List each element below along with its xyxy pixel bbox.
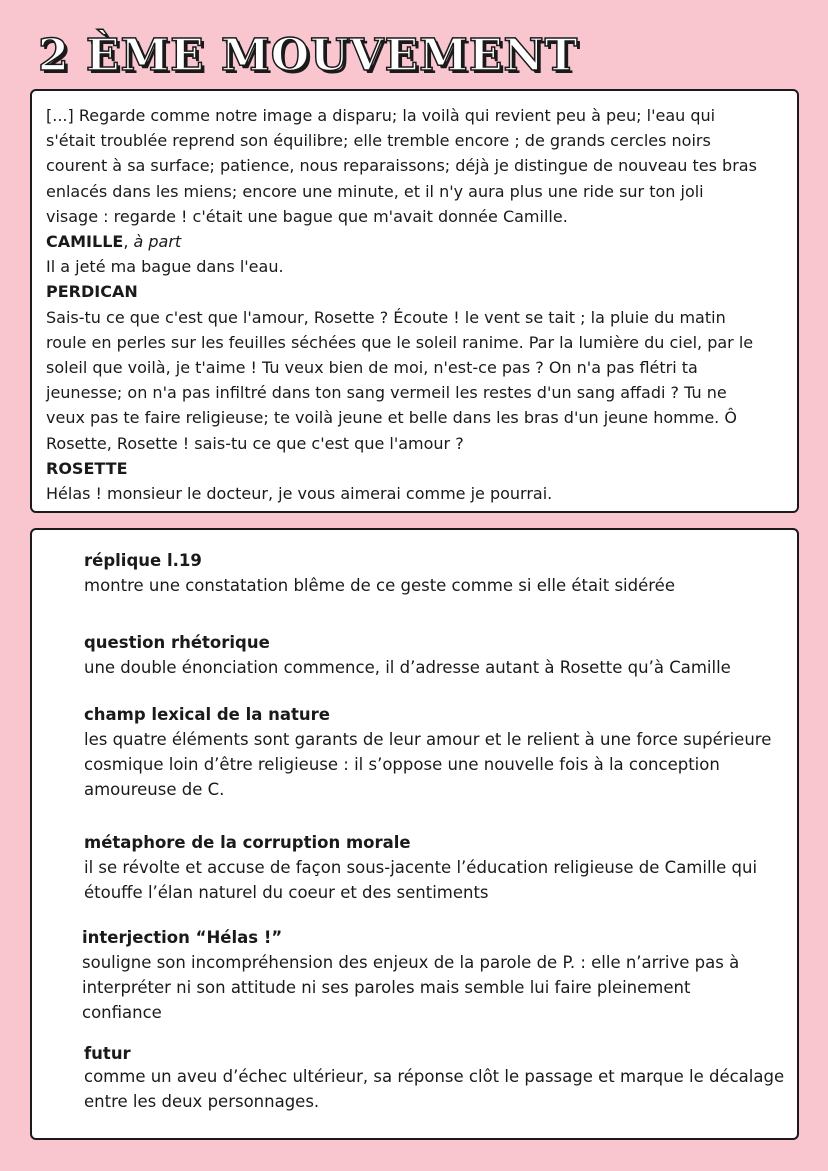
- excerpt-line: enlacés dans les miens; encore une minute, et il n'y aura plus une ride sur ton joli: [46, 181, 704, 201]
- perdican-line: jeunesse; on n'a pas infiltré dans ton sang vermeil les restes d'un sang affadi ? Tu ne: [46, 383, 727, 403]
- note-futur: [84, 1044, 784, 1114]
- note-line: amoureuse de C.: [84, 780, 225, 799]
- page-title: 2 ÈME MOUVEMENT: [38, 30, 579, 81]
- note-interjection: [82, 926, 782, 1025]
- note-line: il se révolte et accuse de façon sous-jacente l’éducation religieuse de Camille qui: [84, 858, 758, 877]
- speaker-camille: CAMILLE: [46, 232, 124, 252]
- note-line: souligne son incompréhension des enjeux de la parole de P. : elle n’arrive pas à: [82, 953, 740, 972]
- note-title: champ lexical de la nature: [84, 705, 330, 724]
- note-title: question rhétorique: [84, 633, 270, 652]
- note-body: [82, 950, 782, 1025]
- note-question-rhetorique: [84, 631, 784, 680]
- perdican-line: Rosette, Rosette ! sais-tu ce que c'est que l'amour ?: [46, 433, 464, 453]
- excerpt-line: visage : regarde ! c'était une bague que m'avait donnée Camille.: [46, 206, 568, 226]
- stage-direction: à part: [133, 232, 182, 252]
- note-title: réplique l.19: [84, 551, 202, 570]
- camille-line: Il a jeté ma bague dans l'eau.: [46, 257, 284, 277]
- speaker-rosette: ROSETTE: [46, 458, 128, 478]
- note-title: futur: [84, 1044, 131, 1063]
- note-line: confiance: [82, 1003, 162, 1022]
- rosette-line: Hélas ! monsieur le docteur, je vous aimerai comme je pourrai.: [46, 484, 553, 504]
- note-body: [84, 573, 784, 598]
- note-body: [84, 655, 784, 680]
- note-line: interpréter ni son attitude ni ses paroles mais semble lui faire pleinement: [82, 978, 691, 997]
- analysis-notes-box: [30, 528, 799, 1140]
- note-line: une double énonciation commence, il d’adresse autant à Rosette qu’à Camille: [84, 658, 731, 677]
- perdican-line: roule en perles sur les feuilles séchées que le soleil ranime. Par la lumière du ciel, par le: [46, 332, 754, 352]
- perdican-line: Sais-tu ce que c'est que l'amour, Rosette ? Écoute ! le vent se tait ; la pluie du matin: [46, 307, 726, 327]
- excerpt-box: [30, 89, 799, 513]
- note-line: montre une constatation blême de ce geste comme si elle était sidérée: [84, 576, 675, 595]
- note-body: [84, 855, 784, 905]
- note-metaphore: [84, 831, 784, 905]
- excerpt-line: [...] Regarde comme notre image a disparu; la voilà qui revient peu à peu; l'eau qui: [46, 106, 716, 125]
- speaker-perdican: PERDICAN: [46, 282, 138, 302]
- note-body: [84, 727, 784, 802]
- perdican-line: veux pas te faire religieuse; te voilà jeune et belle dans les bras d'un jeune homme. Ô: [46, 408, 737, 428]
- note-title: métaphore de la corruption morale: [84, 833, 411, 852]
- note-body: [84, 1064, 784, 1114]
- note-line: comme un aveu d’échec ultérieur, sa réponse clôt le passage et marque le décalage: [84, 1067, 785, 1086]
- note-line: cosmique loin d’être religieuse : il s’oppose une nouvelle fois à la conception: [84, 755, 720, 774]
- note-champ-lexical: [84, 703, 784, 802]
- excerpt-line: s'était troublée reprend son équilibre; elle tremble encore ; de grands cercles noirs: [46, 131, 711, 151]
- excerpt-line: courent à sa surface; patience, nous reparaissons; déjà je distingue de nouveau tes bras: [46, 156, 757, 176]
- note-line: entre les deux personnages.: [84, 1092, 320, 1111]
- speaker-separator: ,: [123, 232, 134, 252]
- camille-heading: [46, 229, 783, 254]
- note-line: étouffe l’élan naturel du coeur et des sentiments: [84, 883, 489, 902]
- note-title: interjection “Hélas !”: [82, 928, 283, 947]
- perdican-line: soleil que voilà, je t'aime ! Tu veux bien de moi, n'est-ce pas ? On n'a pas flétri ta: [46, 358, 698, 378]
- note-replique: [84, 549, 784, 598]
- note-line: les quatre éléments sont garants de leur amour et le relient à une force supérieure: [84, 730, 772, 749]
